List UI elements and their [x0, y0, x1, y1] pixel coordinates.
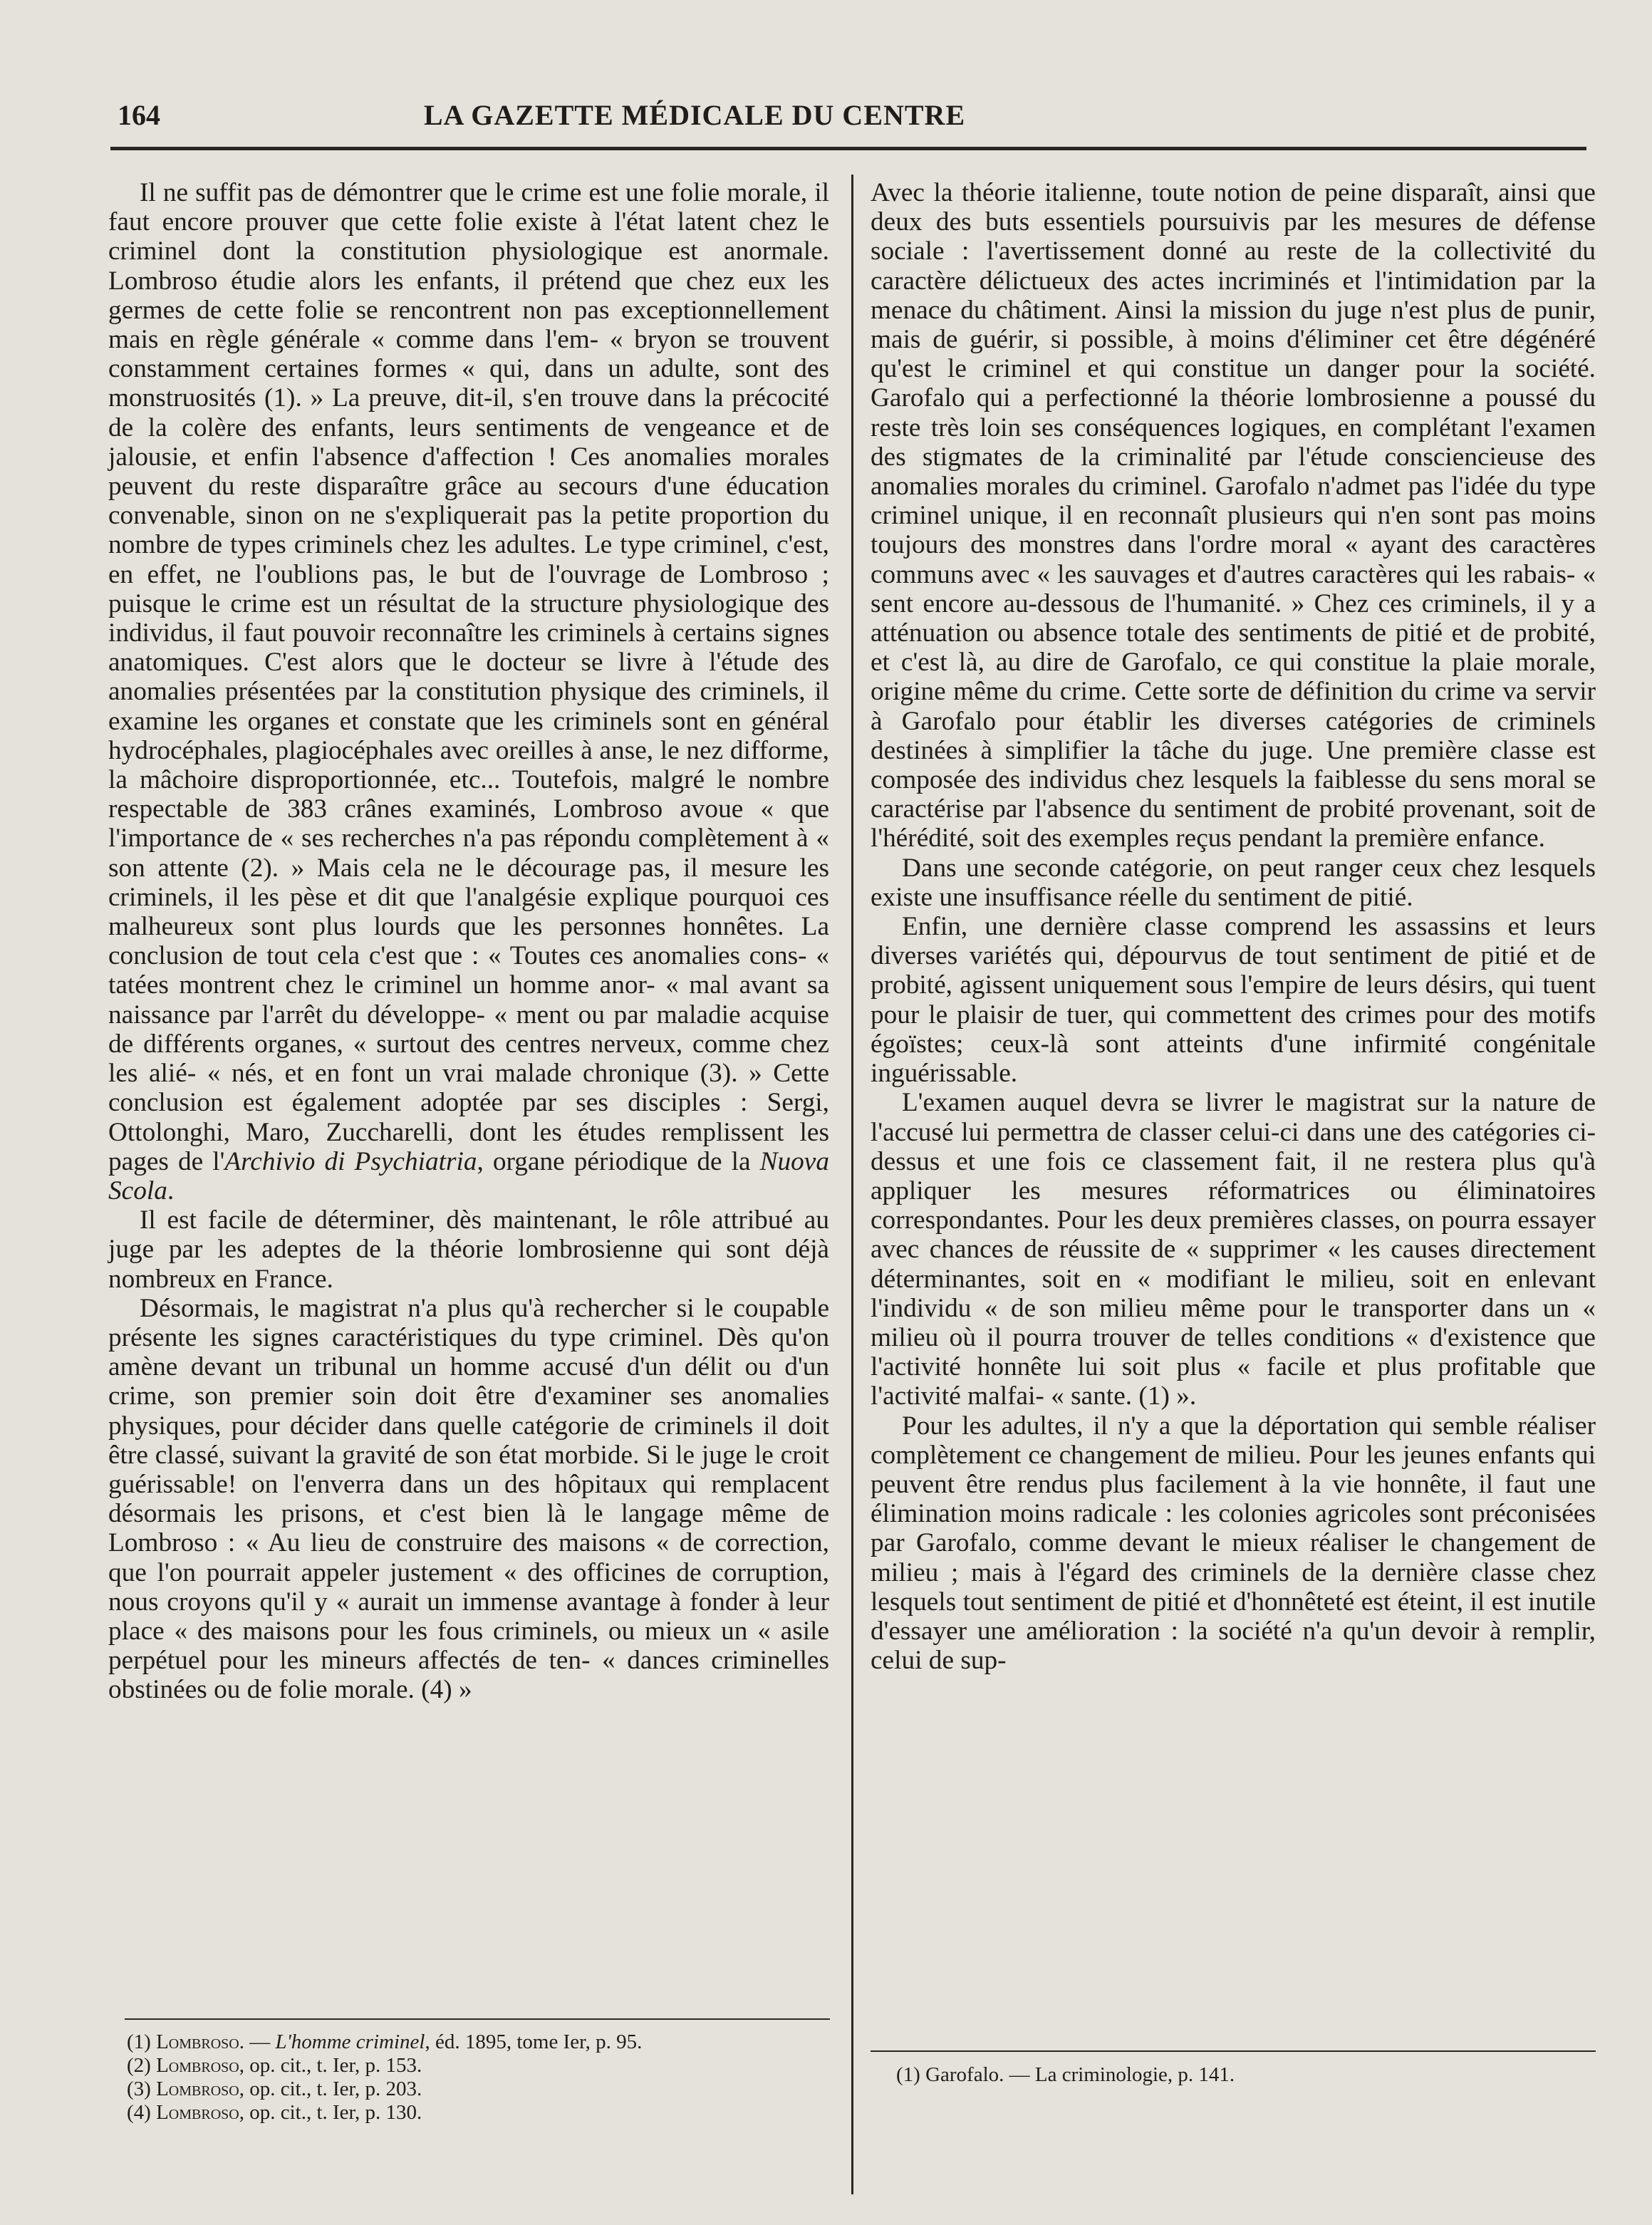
- page-header: [118, 98, 1585, 141]
- footnote-number: (3): [127, 2078, 151, 2100]
- footnote: [127, 2101, 832, 2125]
- right-paragraph-3: Enfin, une dernière classe comprend les assassins et leurs diverses variétés qui, dépourvus de tout sentiment de pitié et de probité, agissent uniquement sous l'empire de leurs désirs, qui tuent pour le plaisir de tuer, qui commettent des crimes pour des motifs égoïstes; ceux-là sont atteints d'une infirmité congénitale inguérissable.: [871, 912, 1596, 1089]
- footnote-rule-right: [871, 2050, 1596, 2052]
- right-paragraph-5: Pour les adultes, il n'y a que la déportation qui semble réaliser complètement ce changement de milieu. Pour les jeunes enfants qui peuvent être rendus plus facilement à la vie honnête, il faut une élimination moins radicale : les colonies agricoles sont préconisées par Garofalo, comme devant le mieux réaliser le changement de milieu ; mais à l'égard des criminels de la dernière classe chez lesquels tout sentiment de pitié et d'honnêteté est éteint, il est inutile d'essayer une amélioration : la société n'a qu'un devoir à remplir, celui de sup-: [871, 1411, 1596, 1676]
- left-paragraph-1-end: .: [167, 1176, 175, 1205]
- left-paragraph-1: [108, 178, 829, 1205]
- left-paragraph-3: Désormais, le magistrat n'a plus qu'à rechercher si le coupable présente les signes caractéristiques du type criminel. Dès qu'on amène devant un tribunal un homme accusé d'un délit ou d'un crime, son premier soin doit être d'examiner ses anomalies physiques, pour décider dans quelle catégorie de criminels il doit être classé, suivant la gravité de son état morbide. Si le juge le croit guérissable! on l'enverra dans un des hôpitaux qui remplacent désormais les prisons, et c'est bien là le langage même de Lombroso : « Au lieu de construire des maisons « de correction, que l'on pourrait appeler justement « des officines de corruption, nous croyons qu'il y « aurait un immense avantage à fonder à leur place « des maisons pour les fous criminels, ou mieux un « asile perpétuel pour les mineurs affectés de ten- « dances criminelles obstinées ou de folie morale. (4) »: [108, 1293, 829, 1705]
- footnote-author: Lombroso,: [156, 2101, 244, 2124]
- left-paragraph-1-text: Il ne suffit pas de démontrer que le crime est une folie morale, il faut encore prouver que cette folie existe à l'état latent chez le criminel dont la constitution physiologique est anormale. Lombroso étudie alors les enfants, il prétend que chez eux les germes de cette folie se rencontrent non pas exceptionnellement mais en règle générale « comme dans l'em- « bryon se trouvent constamment certaines formes « qui, dans un adulte, sont des monstruosités (1). » La preuve, dit-il, s'en trouve dans la précocité de la colère des enfants, leurs sentiments de vengeance et de jalousie, et enfin l'absence d'affection ! Ces anomalies morales peuvent du reste disparaître grâce au secours d'une éducation convenable, sinon on ne s'expliquerait pas la petite proportion du nombre de types criminels chez les adultes. Le type criminel, c'est, en effet, ne l'oublions pas, le but de l'ouvrage de Lombroso ; puisque le crime est un résultat de la structure physiologique des individus, il faut pouvoir reconnaître les criminels à certains signes anatomiques. C'est alors que le docteur se livre à l'étude des anomalies présentées par la constitution physique des criminels, il examine les organes et constate que les criminels sont en général hydrocéphales, plagiocéphales avec oreilles à anse, le nez difforme, la mâchoire disproportionnée, etc... Toutefois, malgré le nombre respectable de 383 crânes examinés, Lombroso avoue « que l'importance de « ses recherches n'a pas répondu complètement à « son attente (2). » Mais cela ne le décourage pas, il mesure les criminels, il les pèse et dit que l'analgésie explique pourquoi ces malheureux sont plus lourds que les personnes honnêtes. La conclusion de tout cela c'est que : « Toutes ces anomalies cons- « tatées montrent chez le criminel un homme anor- « mal avant sa naissance par l'arrêt du développe- « ment ou par maladie acquise de différents organes, « surtout des centres nerveux, comme chez les alié- « nés, et en font un vrai malade chronique (3). » Cette conclusion est également adoptée par ses disciples : Sergi, Ottolonghi, Maro, Zuccharelli, dont les études remplissent les pages de l': [108, 178, 829, 1176]
- header-rule: [110, 147, 1586, 150]
- footnote-author: Lombroso,: [156, 2078, 244, 2100]
- footnote: [127, 2030, 832, 2054]
- footnote: [127, 2054, 832, 2078]
- footnotes-left: [127, 2030, 832, 2125]
- footnote-separator: —: [244, 2030, 276, 2053]
- footnote-author: Lombroso,: [156, 2054, 244, 2077]
- footnote-reference: , éd. 1895, tome Ier, p. 95.: [425, 2030, 643, 2053]
- right-paragraph-1: Avec la théorie italienne, toute notion de peine disparaît, ainsi que deux des buts essentiels poursuivis par les mesures de défense sociale : l'avertissement donné au reste de la collectivité du caractère délictueux des actes incriminés et l'intimidation par la menace du châtiment. Ainsi la mission du juge n'est plus de punir, mais de guérir, si possible, à moins d'éliminer cet être dégénéré qu'est le criminel et qui constitue un danger pour la société. Garofalo qui a perfectionné la théorie lombrosienne a poussé du reste très loin ses conséquences logiques, en complétant l'examen des stigmates de la criminalité par l'étude consciencieuse des anomalies morales du criminel. Garofalo n'admet pas l'idée du type criminel unique, il en reconnaît plusieurs qui n'en sont pas moins toujours des monstres dans l'ordre moral « ayant des caractères communs avec « les sauvages et d'autres caractères qui les rabais- « sent encore au-dessous de l'humanité. » Chez ces criminels, il y a atténuation ou absence totale des sentiments de pitié et de probité, et c'est là, au dire de Garofalo, ce qui constitue la plaie morale, origine même du crime. Cette sorte de définition du crime va servir à Garofalo pour établir les diverses catégories de criminels destinées à simplifier la tâche du juge. Une première classe est composée des individus chez lesquels la faiblesse du sens moral se caractérise par l'absence du sentiment de probité provenant, soit de l'hérédité, soit des exemples reçus pendant la première enfance.: [871, 178, 1596, 854]
- journal-name-nuova-scola: Nuova Scola: [108, 1146, 830, 1205]
- left-column: [108, 178, 829, 1705]
- left-paragraph-2: Il est facile de déterminer, dès maintenant, le rôle attribué au juge par les adeptes de la théorie lombrosienne qui sont déjà nombreux en France.: [108, 1205, 829, 1294]
- footnote-number: (4): [127, 2101, 151, 2124]
- right-paragraph-2: Dans une seconde catégorie, on peut ranger ceux chez lesquels existe une insuffisance réelle du sentiment de pitié.: [871, 853, 1596, 912]
- footnote-title: L'homme criminel: [275, 2030, 425, 2053]
- footnote: (1) Garofalo. — La criminologie, p. 141.: [896, 2063, 1235, 2086]
- footnote-author: Lombroso.: [156, 2030, 244, 2053]
- footnote: [127, 2078, 832, 2101]
- right-column: [871, 178, 1596, 1675]
- journal-name-archivio: Archivio di Psychiatria: [224, 1146, 477, 1176]
- column-divider: [851, 175, 853, 2194]
- footnote-rule-left: [125, 2018, 830, 2020]
- footnote-number: (2): [127, 2054, 151, 2077]
- journal-title: LA GAZETTE MÉDICALE DU CENTRE: [423, 99, 966, 131]
- footnote-number: (1): [127, 2030, 151, 2053]
- footnotes-right: [896, 2063, 1580, 2087]
- footnote-reference: op. cit., t. Ier, p. 153.: [249, 2054, 422, 2077]
- page-number: 164: [118, 99, 160, 131]
- right-paragraph-4: L'examen auquel devra se livrer le magistrat sur la nature de l'accusé lui permettra de classer celui-ci dans une des catégories ci-dessus et une fois ce classement fait, il ne restera plus qu'à appliquer les mesures réformatrices ou éliminatoires correspondantes. Pour les deux premières classes, on pourra essayer avec chances de réussite de « supprimer « les causes directement déterminantes, soit en « modifiant le milieu, soit en enlevant l'individu « de son milieu même pour le transporter dans un « milieu où il pourra trouver de telles conditions « d'existence que l'activité honnête lui soit plus « facile et plus profitable que l'activité malfai- « sante. (1) ».: [871, 1088, 1596, 1411]
- left-paragraph-1-mid: , organe périodique de la: [477, 1146, 760, 1176]
- footnote-reference: op. cit., t. Ier, p. 130.: [249, 2101, 422, 2124]
- footnote-reference: op. cit., t. Ier, p. 203.: [249, 2078, 422, 2100]
